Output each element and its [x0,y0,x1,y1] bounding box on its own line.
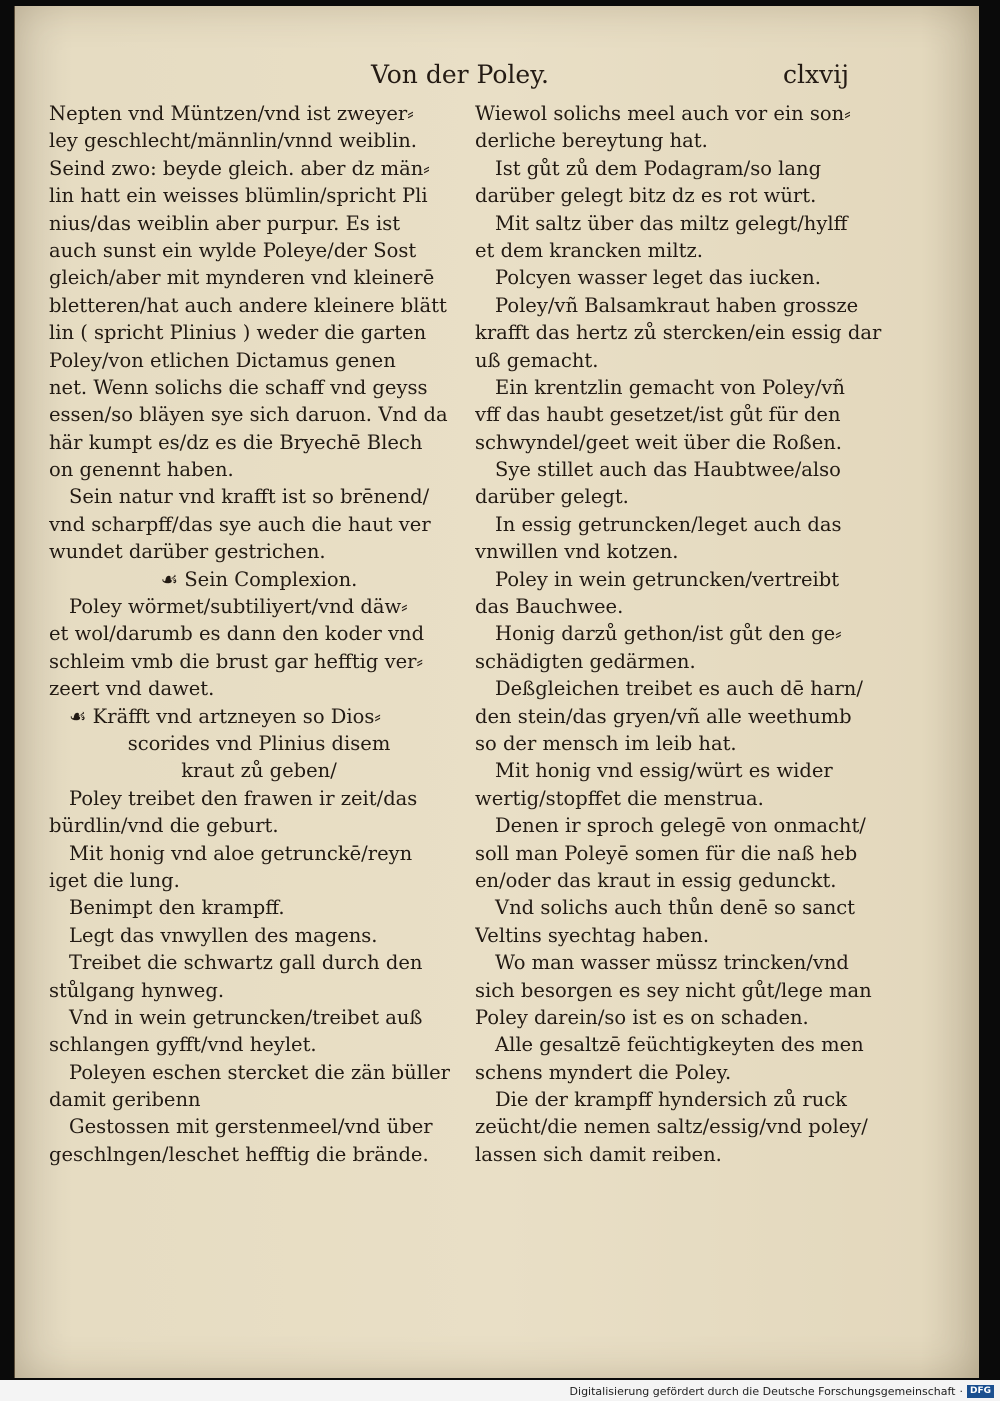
text-line: Mit saltz über das miltz gelegt/hylff [495,211,848,235]
text-line: här kumpt es/dz es die Bryechē Blech [49,430,423,454]
text-line: Treibet die schwartz gall durch den [69,951,423,975]
text-line: Nepten vnd Müntzen/vnd ist zweyer⸗ [49,102,414,125]
text-line: nius/das weiblin aber purpur. Es ist [49,211,401,235]
text-line: Poleyen eschen stercket die zän büller [69,1060,450,1084]
text-line: den stein/das gryen/vñ alle weethumb [475,704,852,728]
text-line: Gestossen mit gerstenmeel/vnd über [69,1115,433,1139]
text-line: kraut zů geben/ [181,759,337,783]
running-title: Von der Poley. [371,60,549,89]
text-line: Poley in wein getruncken/vertreibt [495,567,840,591]
text-line: lin ( spricht Plinius ) weder die garten [49,321,427,345]
text-line: bürdlin/vnd die geburt. [49,814,279,838]
text-line: In essig getruncken/leget auch das [495,512,842,536]
book-page [14,6,979,1378]
text-line: bletteren/hat auch andere kleinere blätt [49,293,447,317]
text-line: Poley darein/so ist es on schaden. [475,1005,809,1029]
text-line: Mit honig vnd aloe getrunckē/reyn [69,841,413,865]
text-line: so der mensch im leib hat. [475,731,737,755]
text-line: ☙ Sein Complexion. [160,567,358,591]
text-line: lassen sich damit reiben. [475,1142,722,1166]
text-line: Deßgleichen treibet es auch dē harn/ [495,677,863,701]
text-line: Ist gůt zů dem Podagram/so lang [495,156,822,180]
text-line: uß gemacht. [475,348,599,372]
text-line: darüber gelegt. [475,485,629,509]
text-line: Poley/von etlichen Dictamus genen [49,348,396,372]
dfg-logo-icon: DFG [967,1385,994,1398]
text-line: iget die lung. [49,868,180,892]
text-line: soll man Poleyē somen für die naß heb [475,841,858,865]
text-line: essen/so bläyen sye sich daruon. Vnd da [49,403,448,427]
text-line: wertig/stopffet die menstrua. [475,786,764,810]
text-line: schleim vmb die brust gar hefftig ver⸗ [49,649,423,673]
text-line: vff das haubt gesetzet/ist gůt für den [475,403,841,427]
text-line: Ein krentzlin gemacht von Poley/vñ [495,375,845,399]
text-line: Benimpt den krampff. [69,896,285,920]
text-line: auch sunst ein wylde Poleye/der Sost [49,238,417,262]
funding-credit-text: Digitalisierung gefördert durch die Deutsche Forschungsgemeinschaft [569,1384,956,1398]
text-line: Poley wörmet/subtiliyert/vnd däw⸗ [69,595,408,619]
running-head [15,60,979,96]
text-line: Denen ir sproch gelegē von onmacht/ [495,814,866,838]
right-column [475,100,895,1168]
text-line: Seind zwo: beyde gleich. aber dz män⸗ [49,156,430,180]
text-line: schädigten gedärmen. [475,649,696,673]
text-line: schens myndert die Poley. [475,1060,732,1084]
text-line: Vnd in wein getruncken/treibet auß [69,1005,423,1029]
text-line: Honig darzů gethon/ist gůt den ge⸗ [495,622,842,646]
text-line: on genennt haben. [49,458,234,482]
text-line: vnd scharpff/das sye auch die haut ver [49,512,431,536]
text-line: Poley/vñ Balsamkraut haben grossze [495,293,859,317]
text-line: damit geribenn [49,1088,201,1112]
text-line: Sye stillet auch das Haubtwee/also [495,458,841,482]
text-line: en/oder das kraut in essig gedunckt. [475,868,837,892]
text-line: schwyndel/geet weit über die Roßen. [475,430,842,454]
left-column [49,100,469,1168]
text-line: Alle gesaltzē feüchtigkeyten des men [495,1033,864,1057]
text-line: Poley treibet den frawen ir zeit/das [69,786,418,810]
text-line: Mit honig vnd essig/würt es wider [495,759,833,783]
text-line: ☙ Kräfft vnd artzneyen so Dios⸗ [69,704,381,728]
text-line: sich besorgen es sey nicht gůt/lege man [475,978,872,1002]
text-line: Wiewol solichs meel auch vor ein son⸗ [475,102,851,125]
text-line: net. Wenn solichs die schaff vnd geyss [49,375,428,399]
text-line: et wol/darumb es dann den koder vnd [49,622,425,646]
folio-number: clxvij [783,60,849,89]
text-line: gleich/aber mit mynderen vnd kleinerē [49,266,435,290]
text-line: et dem krancken miltz. [475,238,703,262]
text-line: lin hatt ein weisses blümlin/spricht Pli [49,184,428,208]
text-line: stůlgang hynweg. [49,978,225,1002]
text-line: scorides vnd Plinius disem [127,731,391,755]
text-line: ley geschlecht/männlin/vnnd weiblin. [49,129,417,153]
text-line: Legt das vnwyllen des magens. [69,923,378,947]
text-line: Wo man wasser müssz trincken/vnd [495,951,849,975]
text-line: krafft das hertz zů stercken/ein essig dar [475,321,882,345]
separator-dot: · [959,1384,963,1398]
text-line: Veltins syechtag haben. [475,923,710,947]
text-line: derliche bereytung hat. [475,129,708,153]
text-line: schlangen gyfft/vnd heylet. [49,1033,317,1057]
text-line: Die der krampff hyndersich zů ruck [495,1088,847,1112]
text-line: Vnd solichs auch thůn denē so sanct [495,896,856,920]
footer-credit [570,1381,994,1401]
text-line: vnwillen vnd kotzen. [475,540,679,564]
text-line: das Bauchwee. [475,595,624,619]
text-line: zeert vnd dawet. [49,677,215,701]
text-line: Polcyen wasser leget das iucken. [495,266,821,290]
text-line: zeücht/die nemen saltz/essig/vnd poley/ [475,1115,868,1139]
text-line: Sein natur vnd krafft ist so brēnend/ [69,485,430,509]
text-line: geschlngen/leschet hefftig die brände. [49,1142,429,1166]
text-line: darüber gelegt bitz dz es rot würt. [475,184,817,208]
text-line: wundet darüber gestrichen. [49,540,326,564]
